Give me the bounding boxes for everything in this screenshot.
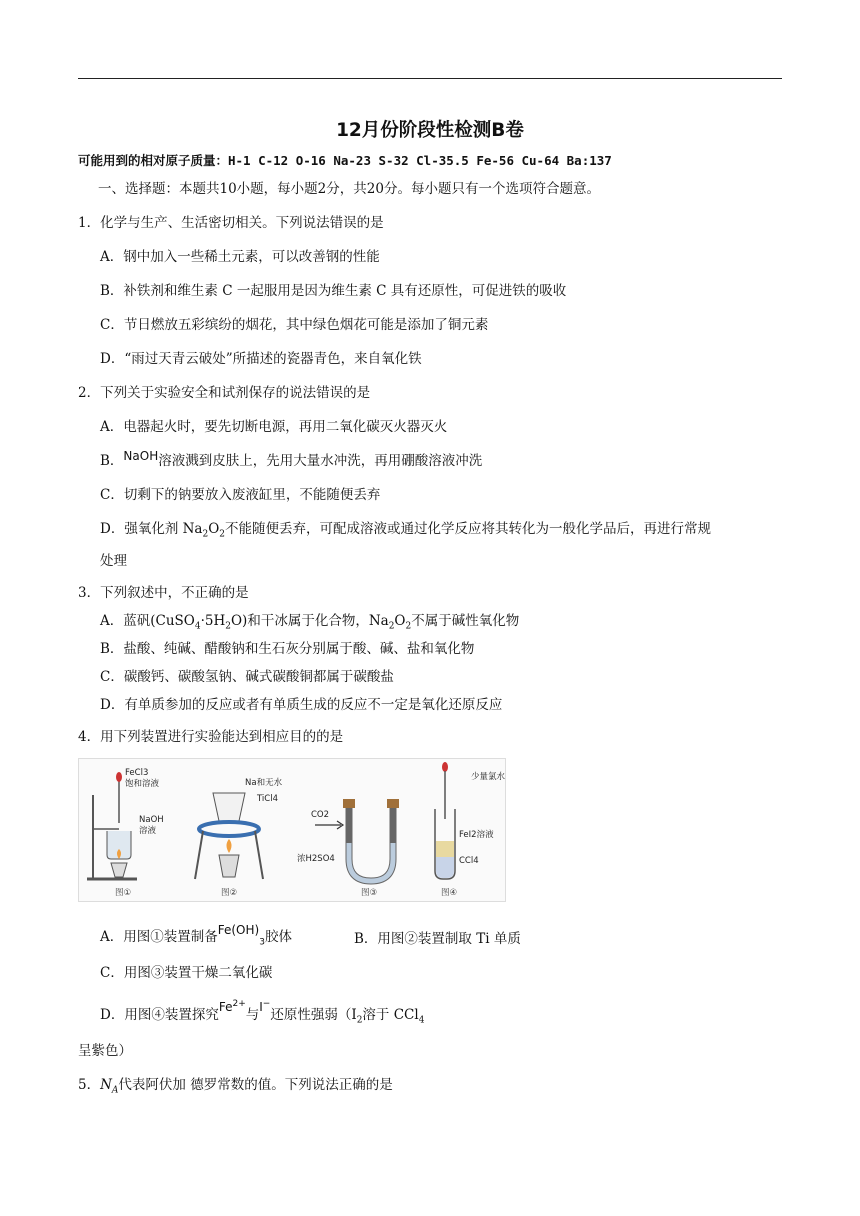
fig4-label-chlorine: 少量氯水 bbox=[471, 772, 505, 782]
figure-4-apparatus bbox=[435, 762, 455, 879]
q4-option-d-continued: 呈紫色） bbox=[78, 1043, 132, 1059]
avogadro-subscript: A bbox=[111, 1085, 119, 1096]
apparatus-diagram bbox=[79, 759, 505, 901]
q3-option-b: B．盐酸、纯碱、醋酸钠和生石灰分别属于酸、碱、盐和氧化物 bbox=[100, 641, 475, 657]
caption-fig-1: 图① bbox=[115, 888, 132, 898]
q1-option-d: D．“雨过天青云破处”所描述的瓷器青色，来自氧化铁 bbox=[100, 351, 422, 367]
q4-d-with: 与 bbox=[245, 1007, 260, 1023]
page-title: 12月份阶段性检测B卷 bbox=[336, 120, 524, 141]
q4-stem: 4．用下列装置进行实验能达到相应目的的是 bbox=[78, 729, 344, 745]
q4-d-part2: 还原性强弱（I bbox=[270, 1007, 357, 1023]
header-rule bbox=[78, 78, 782, 79]
q3-option-a: A．蓝矾$(CuSO_4\cdot 5H_2O)$和干冰属于化合物，$Na_2O_2$不属于碱性氧化物 bbox=[100, 613, 520, 632]
q2-option-a: A．电器起火时，要先切断电源，再用二氧化碳灭火器灭火 bbox=[100, 419, 448, 435]
q3-a-part4: O bbox=[394, 613, 406, 629]
q5-stem-text: 代表阿伏加 德罗常数的值。下列说法正确的是 bbox=[118, 1077, 393, 1093]
naoh-formula: NaOH bbox=[123, 449, 159, 463]
q2-option-c: C．切剩下的钠要放入废液缸里，不能随便丢弃 bbox=[100, 487, 381, 503]
fig3-label-co2: CO2 bbox=[311, 810, 330, 820]
fig1-label-saturated: 饱和溶液 bbox=[125, 779, 160, 789]
fig3-label-h2so4: 浓H2SO4 bbox=[297, 854, 335, 864]
q3-a-part3: O)和干冰属于化合物，Na bbox=[230, 613, 389, 629]
q2-option-b-prefix: B． bbox=[100, 453, 124, 469]
fe-ion: Fe bbox=[218, 1000, 233, 1014]
q2-d-part2: O bbox=[208, 521, 220, 537]
q4-a-part2: 胶体 bbox=[264, 929, 292, 945]
q4-d-part1: D．用图④装置探究 bbox=[100, 1007, 219, 1023]
q5-number: 5． bbox=[78, 1077, 101, 1093]
q4-option-d: D．用图④装置探究$Fe^{2+}$与I−还原性强弱（$I_2$溶于 CCl$_4$ bbox=[100, 999, 425, 1026]
q4-option-b: B．用图②装置制取 Ti 单质 bbox=[354, 931, 521, 947]
q4-option-c: C．用图③装置干燥二氧化碳 bbox=[100, 965, 273, 981]
q3-option-c: C．碳酸钙、碳酸氢钠、碱式碳酸铜都属于碳酸盐 bbox=[100, 669, 394, 685]
fig1-label-solution: 溶液 bbox=[139, 826, 157, 836]
q1-option-a: A．钢中加入一些稀土元素，可以改善钢的性能 bbox=[100, 249, 380, 265]
feoh3-formula: Fe(OH) bbox=[217, 923, 260, 937]
q1-option-c: C．节日燃放五彩缤纷的烟花，其中绿色烟花可能是添加了铜元素 bbox=[100, 317, 489, 333]
figure-2-apparatus bbox=[195, 793, 263, 879]
section-instructions: 一、选择题：本题共10小题，每小题2分，共20分。每小题只有一个选项符合题意。 bbox=[98, 181, 600, 197]
q2-d-part1: D．强氧化剂 Na bbox=[100, 521, 203, 537]
fig4-label-ccl4: CCl4 bbox=[459, 856, 479, 866]
avogadro-symbol: N bbox=[100, 1077, 112, 1093]
q4-option-a: A．用图①装置制备$Fe(OH)_3$胶体 bbox=[100, 923, 292, 948]
fig2-label-na: Na和无水 bbox=[245, 778, 283, 788]
fig4-label-fei2: FeI2溶液 bbox=[459, 830, 494, 840]
q2-d-part3: 不能随便丢弃，可配成溶液或通过化学反应将其转化为一般化学品后，再进行常规 bbox=[225, 521, 712, 537]
atomic-masses: 可能用到的相对原子质量：H-1 C-12 O-16 Na-23 S-32 Cl-35.5 Fe-56 Cu-64 Ba:137 bbox=[78, 153, 612, 168]
q1-stem: 1．化学与生产、生活密切相关。下列说法错误的是 bbox=[78, 215, 384, 231]
caption-fig-2: 图② bbox=[221, 888, 238, 898]
q2-option-b-text: 溶液溅到皮肤上，先用大量水冲洗，再用硼酸溶液冲洗 bbox=[158, 453, 483, 469]
fig1-label-fecl3: FeCl3 bbox=[125, 768, 149, 778]
q3-a-part2: ·5H bbox=[200, 613, 226, 629]
caption-fig-4: 图④ bbox=[441, 888, 458, 898]
fig1-label-naoh: NaOH bbox=[139, 815, 164, 825]
q5-stem bbox=[78, 1076, 393, 1094]
apparatus-figure bbox=[78, 758, 506, 902]
q4-d-part3: 溶于 CCl bbox=[362, 1007, 419, 1023]
q2-option-b bbox=[100, 449, 483, 470]
q4-a-part1: A．用图①装置制备 bbox=[100, 929, 218, 945]
q3-option-d: D．有单质参加的反应或者有单质生成的反应不一定是氧化还原反应 bbox=[100, 697, 503, 713]
q2-stem: 2．下列关于实验安全和试剂保存的说法错误的是 bbox=[78, 385, 371, 401]
iodide-ion: I bbox=[259, 1000, 263, 1014]
q3-stem: 3．下列叙述中，不正确的是 bbox=[78, 585, 249, 601]
q2-option-d: D．强氧化剂 $Na_2O_2$不能随便丢弃，可配成溶液或通过化学反应将其转化为一般化学品后，再进行常规 bbox=[100, 521, 712, 540]
q3-a-part5: 不属于碱性氧化物 bbox=[411, 613, 520, 629]
fe-ion-charge: 2+ bbox=[232, 999, 246, 1009]
q3-a-part1: A．蓝矾(CuSO bbox=[100, 613, 195, 629]
q2-option-d-continued: 处理 bbox=[100, 553, 127, 569]
fig2-label-ticl4: TiCl4 bbox=[257, 794, 278, 804]
caption-fig-3: 图③ bbox=[361, 888, 378, 898]
q1-option-b: B．补铁剂和维生素 C 一起服用是因为维生素 C 具有还原性，可促进铁的吸收 bbox=[100, 283, 567, 299]
